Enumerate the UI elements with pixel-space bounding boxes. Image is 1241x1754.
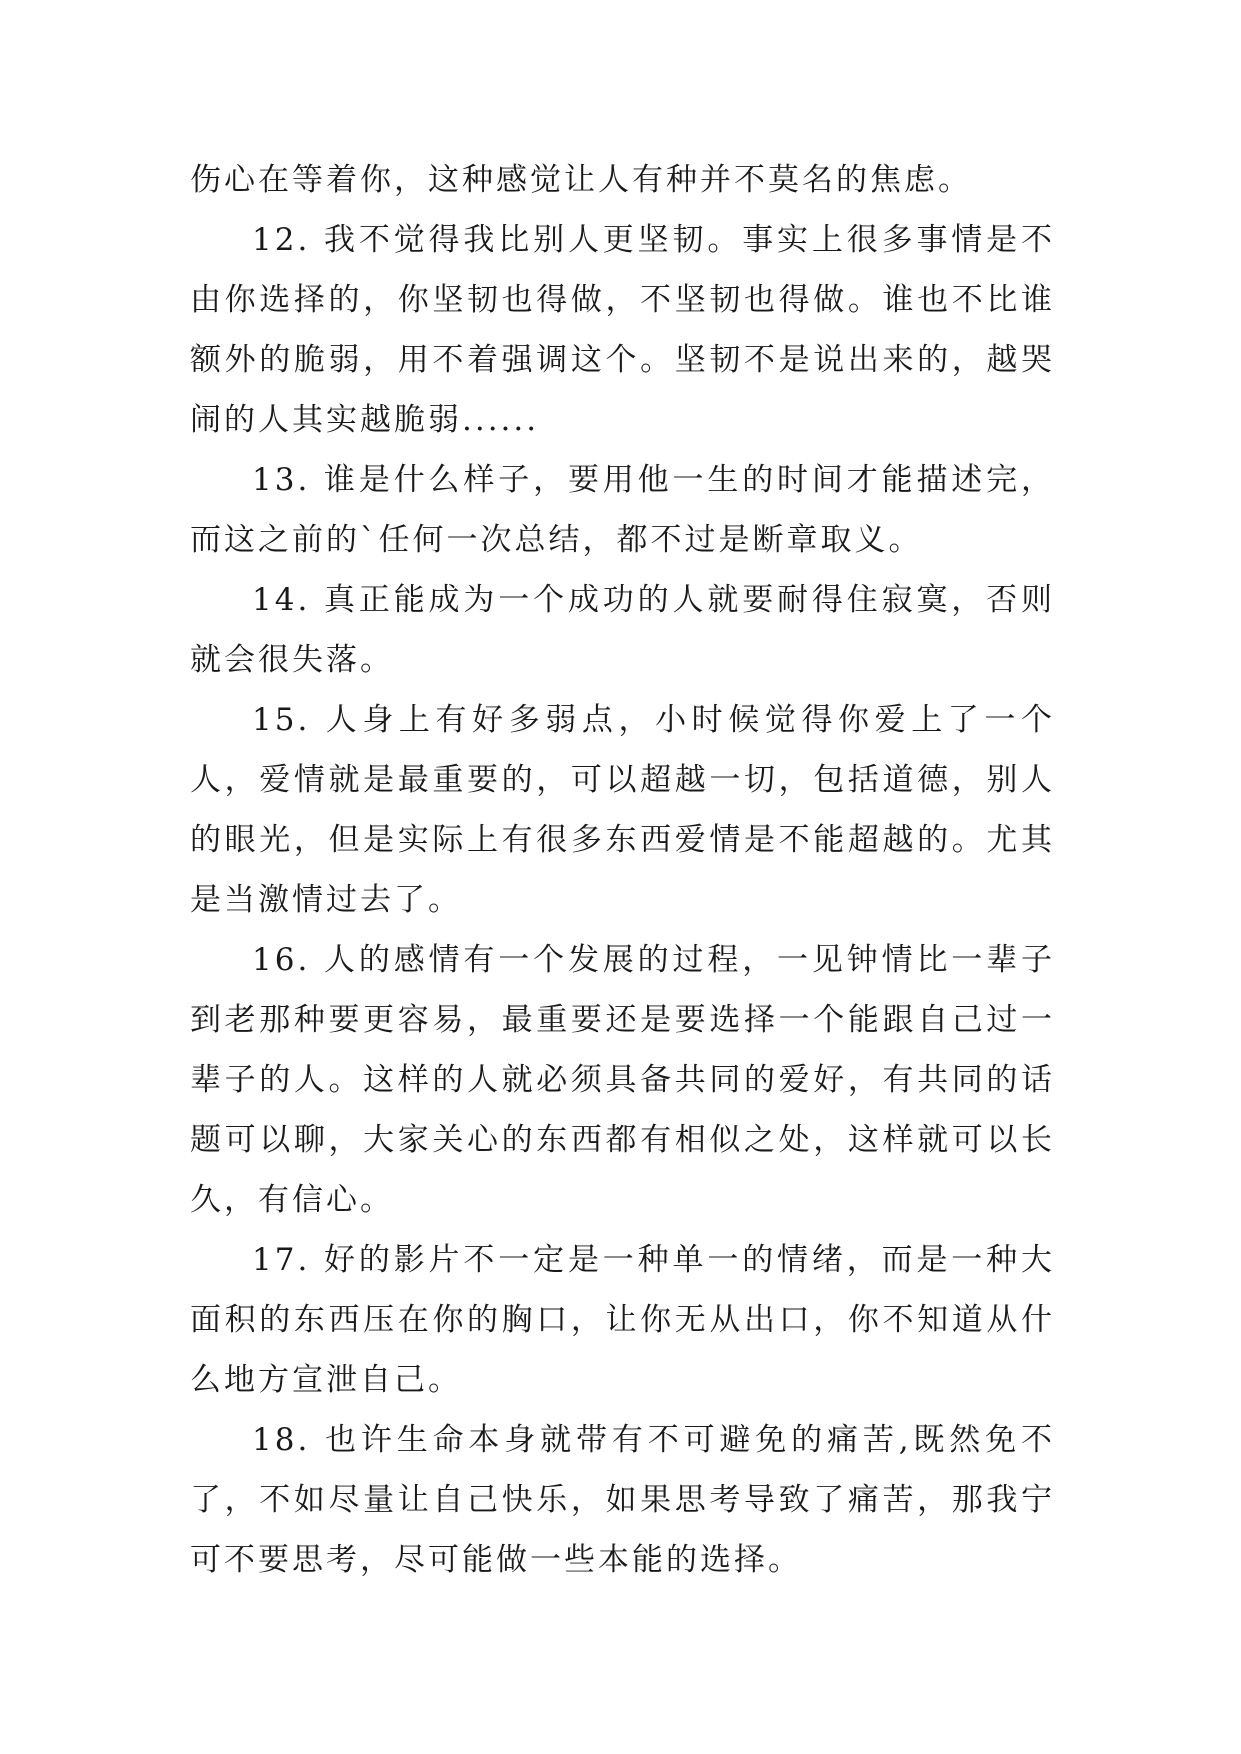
paragraph-item-14: 14. 真正能成为一个成功的人就要耐得住寂寞，否则就会很失落。 [190,582,1055,678]
paragraph-item-16: 16. 人的感情有一个发展的过程，一见钟情比一辈子到老那种要更容易，最重要还是要选择一个能跟自己过一辈子的人。这样的人就必须具备共同的爱好，有共同的话题可以聊，大家关心的东西都有相似之处，这样就可以长久，有信心。 [190,942,1055,1218]
paragraph-item-18: 18. 也许生命本身就带有不可避免的痛苦,既然免不了，不如尽量让自己快乐，如果思考导致了痛苦，那我宁可不要思考，尽可能做一些本能的选择。 [190,1422,1055,1578]
paragraph-continuation: 伤心在等着你，这种感觉让人有种并不莫名的焦虑。 [190,162,972,198]
paragraph-item-12: 12. 我不觉得我比别人更坚韧。事实上很多事情是不由你选择的，你坚韧也得做，不坚韧也得做。谁也不比谁额外的脆弱，用不着强调这个。坚韧不是说出来的，越哭闹的人其实越脆弱...... [190,222,1055,438]
paragraph-item-15: 15. 人身上有好多弱点，小时候觉得你爱上了一个人，爱情就是最重要的，可以超越一切，包括道德，别人的眼光，但是实际上有很多东西爱情是不能超越的。尤其是当激情过去了。 [190,702,1055,918]
paragraph-item-17: 17. 好的影片不一定是一种单一的情绪，而是一种大面积的东西压在你的胸口，让你无从出口，你不知道从什么地方宣泄自己。 [190,1242,1055,1398]
paragraph-item-13: 13. 谁是什么样子，要用他一生的时间才能描述完，而这之前的`任何一次总结，都不过是断章取义。 [190,462,1055,558]
document-body [190,150,1055,1590]
